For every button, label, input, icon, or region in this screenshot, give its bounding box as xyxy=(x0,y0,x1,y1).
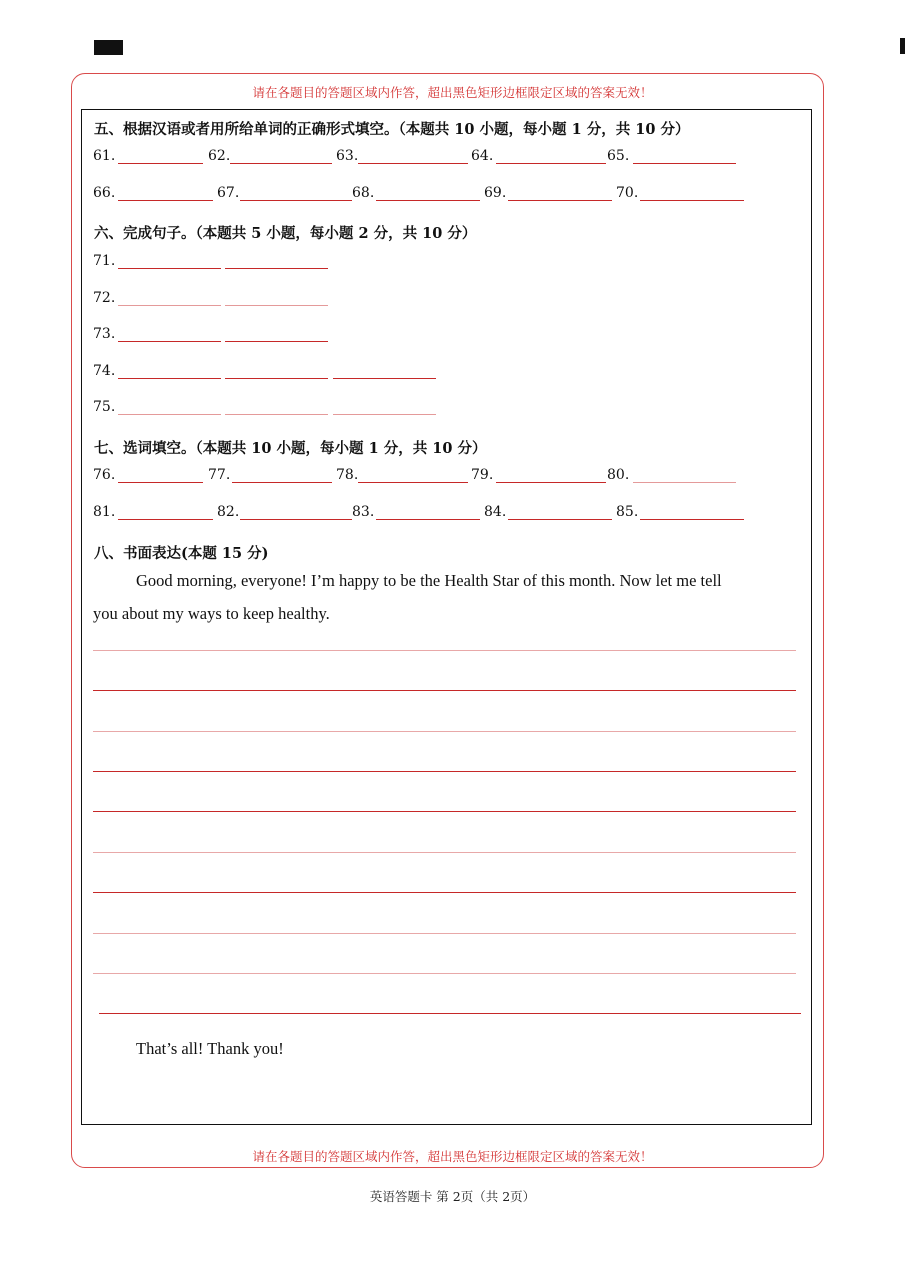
section7-heading: 七、选词填空。（本题共 10 小题，每小题 1 分，共 10 分） xyxy=(94,440,487,457)
answer-label: 85. xyxy=(616,504,639,520)
answer-blank[interactable] xyxy=(118,268,221,269)
answer-blank[interactable] xyxy=(496,163,606,164)
answer-label: 62. xyxy=(208,148,231,164)
answer-blank[interactable] xyxy=(118,305,221,306)
writing-line[interactable] xyxy=(93,771,796,772)
answer-label: 79. xyxy=(471,467,494,483)
answer-blank[interactable] xyxy=(240,519,352,520)
writing-line[interactable] xyxy=(99,1013,801,1014)
answer-blank[interactable] xyxy=(225,341,328,342)
answer-label: 78. xyxy=(336,467,359,483)
section6-heading: 六、完成句子。（本题共 5 小题，每小题 2 分，共 10 分） xyxy=(94,225,477,242)
answer-blank[interactable] xyxy=(508,519,612,520)
answer-label: 84. xyxy=(484,504,507,520)
answer-label: 77. xyxy=(208,467,231,483)
page-footer: 英语答题卡 第 2页（共 2页） xyxy=(369,1189,536,1204)
section8-heading: 八、书面表达(本题 15 分) xyxy=(94,545,269,562)
writing-line[interactable] xyxy=(93,892,796,893)
writing-line[interactable] xyxy=(93,731,796,732)
essay-intro-line1: Good morning, everyone! I’m happy to be the Health Star of this month. Now let me tell xyxy=(136,571,722,590)
answer-blank[interactable] xyxy=(230,163,332,164)
answer-label: 68. xyxy=(352,185,375,201)
answer-blank[interactable] xyxy=(333,414,436,415)
alignment-marker-right xyxy=(900,38,905,54)
answer-blank[interactable] xyxy=(232,482,332,483)
answer-label: 65. xyxy=(607,148,630,164)
answer-label: 80. xyxy=(607,467,630,483)
answer-label: 83. xyxy=(352,504,375,520)
answer-label: 75. xyxy=(93,399,116,415)
alignment-marker-left xyxy=(94,40,123,55)
writing-line[interactable] xyxy=(93,973,796,974)
answer-label: 70. xyxy=(616,185,639,201)
answer-label: 76. xyxy=(93,467,116,483)
answer-blank[interactable] xyxy=(118,200,213,201)
warning-top: 请在各题目的答题区域内作答，超出黑色矩形边框限定区域的答案无效！ xyxy=(252,85,653,100)
answer-blank[interactable] xyxy=(333,378,436,379)
essay-closing: That’s all! Thank you! xyxy=(136,1039,284,1058)
answer-blank[interactable] xyxy=(640,200,744,201)
answer-blank[interactable] xyxy=(358,482,468,483)
warning-bottom: 请在各题目的答题区域内作答，超出黑色矩形边框限定区域的答案无效！ xyxy=(252,1149,653,1164)
writing-line[interactable] xyxy=(93,933,796,934)
essay-intro-line2: you about my ways to keep healthy. xyxy=(93,604,330,623)
answer-blank[interactable] xyxy=(376,519,480,520)
answer-blank[interactable] xyxy=(640,519,744,520)
answer-blank[interactable] xyxy=(118,341,221,342)
section5-heading: 五、根据汉语或者用所给单词的正确形式填空。（本题共 10 小题，每小题 1 分，共 10 分） xyxy=(94,121,690,138)
answer-label: 71. xyxy=(93,253,116,269)
answer-label: 63. xyxy=(336,148,359,164)
answer-label: 73. xyxy=(93,326,116,342)
writing-line[interactable] xyxy=(93,690,796,691)
answer-blank[interactable] xyxy=(118,519,213,520)
answer-blank[interactable] xyxy=(118,482,203,483)
answer-label: 69. xyxy=(484,185,507,201)
answer-blank[interactable] xyxy=(225,305,328,306)
answer-blank[interactable] xyxy=(633,482,736,483)
answer-blank[interactable] xyxy=(225,414,328,415)
answer-label: 72. xyxy=(93,290,116,306)
answer-label: 82. xyxy=(217,504,240,520)
answer-blank[interactable] xyxy=(633,163,736,164)
answer-blank[interactable] xyxy=(118,414,221,415)
writing-line[interactable] xyxy=(93,852,796,853)
answer-label: 61. xyxy=(93,148,116,164)
answer-label: 74. xyxy=(93,363,116,379)
answer-blank[interactable] xyxy=(225,268,328,269)
writing-line[interactable] xyxy=(93,650,796,651)
answer-blank[interactable] xyxy=(496,482,606,483)
answer-blank[interactable] xyxy=(240,200,352,201)
answer-label: 64. xyxy=(471,148,494,164)
answer-blank[interactable] xyxy=(358,163,468,164)
writing-line[interactable] xyxy=(93,811,796,812)
answer-blank[interactable] xyxy=(118,378,221,379)
answer-blank[interactable] xyxy=(225,378,328,379)
answer-blank[interactable] xyxy=(118,163,203,164)
answer-label: 66. xyxy=(93,185,116,201)
answer-blank[interactable] xyxy=(376,200,480,201)
answer-blank[interactable] xyxy=(508,200,612,201)
answer-label: 81. xyxy=(93,504,116,520)
answer-label: 67. xyxy=(217,185,240,201)
